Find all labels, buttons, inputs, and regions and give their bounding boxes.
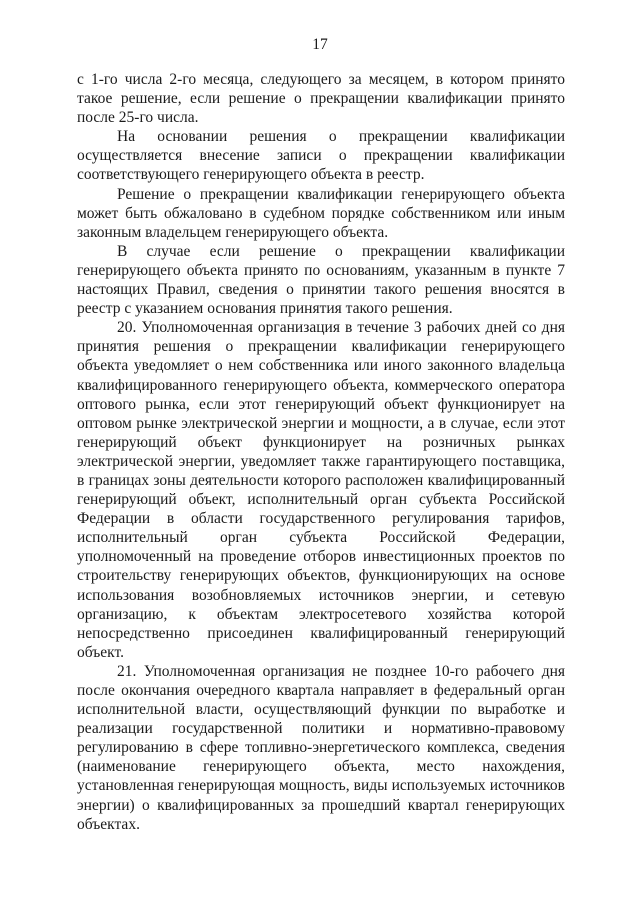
paragraph-clause-20: 20. Уполномоченная организация в течение 3 рабочих дней со дня принятия решения о прекращении квалификации генерирующего объекта уведомляет о нем собственника или иного законного владельца квалифицированного генерирующего объекта, коммерческого оператора оптового рынка, если этот генерирующий объект функционирует на оптовом рынке электрической энергии и мощности, а в случае, если этот генерирующий объект функционирует на розничных рынках электрической энергии, уведомляет также гарантирующего поставщика, в границах зоны деятельности которого расположен квалифицированный генерирующий объект, исполнительный орган субъекта Российской Федерации в области государственного регулирования тарифов, исполнительный орган субъекта Российской Федерации, уполномоченный на проведение отборов инвестиционных проектов по строительству генерирующих объектов, функционирующих на основе использования возобновляемых источников энергии, и сетевую организацию, к объектам электросетевого хозяйства которой непосредственно присоединен квалифицированный генерирующий объект.	[77, 319, 565, 661]
paragraph-appeal: Решение о прекращении квалификации генерирующего объекта может быть обжаловано в судебном порядке собственником или иным законным владельцем генерирующего объекта.	[77, 185, 565, 241]
paragraph-grounds: В случае если решение о прекращении квалификации генерирующего объекта принято по основаниям, указанным в пункте 7 настоящих Правил, сведения о принятии такого решения вносятся в реестр с указанием основания принятия такого решения.	[77, 242, 565, 318]
paragraph-continuation: с 1-го числа 2-го месяца, следующего за месяцем, в котором принято такое решение, если решение о прекращении квалификации принято после 25-го числа.	[77, 71, 565, 127]
page-number: 17	[312, 36, 328, 53]
paragraph-registry-entry: На основании решения о прекращении квалификации осуществляется внесение записи о прекращении квалификации соответствующего генерирующего объекта в реестр.	[77, 128, 565, 184]
document-body	[77, 70, 565, 834]
paragraph-clause-21: 21. Уполномоченная организация не позднее 10-го рабочего дня после окончания очередного квартала направляет в федеральный орган исполнительной власти, осуществляющий функции по выработке и реализации государственной политики и нормативно-правовому регулированию в сфере топливно-энергетического комплекса, сведения (наименование генерирующего объекта, место нахождения, установленная генерирующая мощность, виды используемых источников энергии) о квалифицированных за прошедший квартал генерирующих объектах.	[77, 662, 565, 833]
